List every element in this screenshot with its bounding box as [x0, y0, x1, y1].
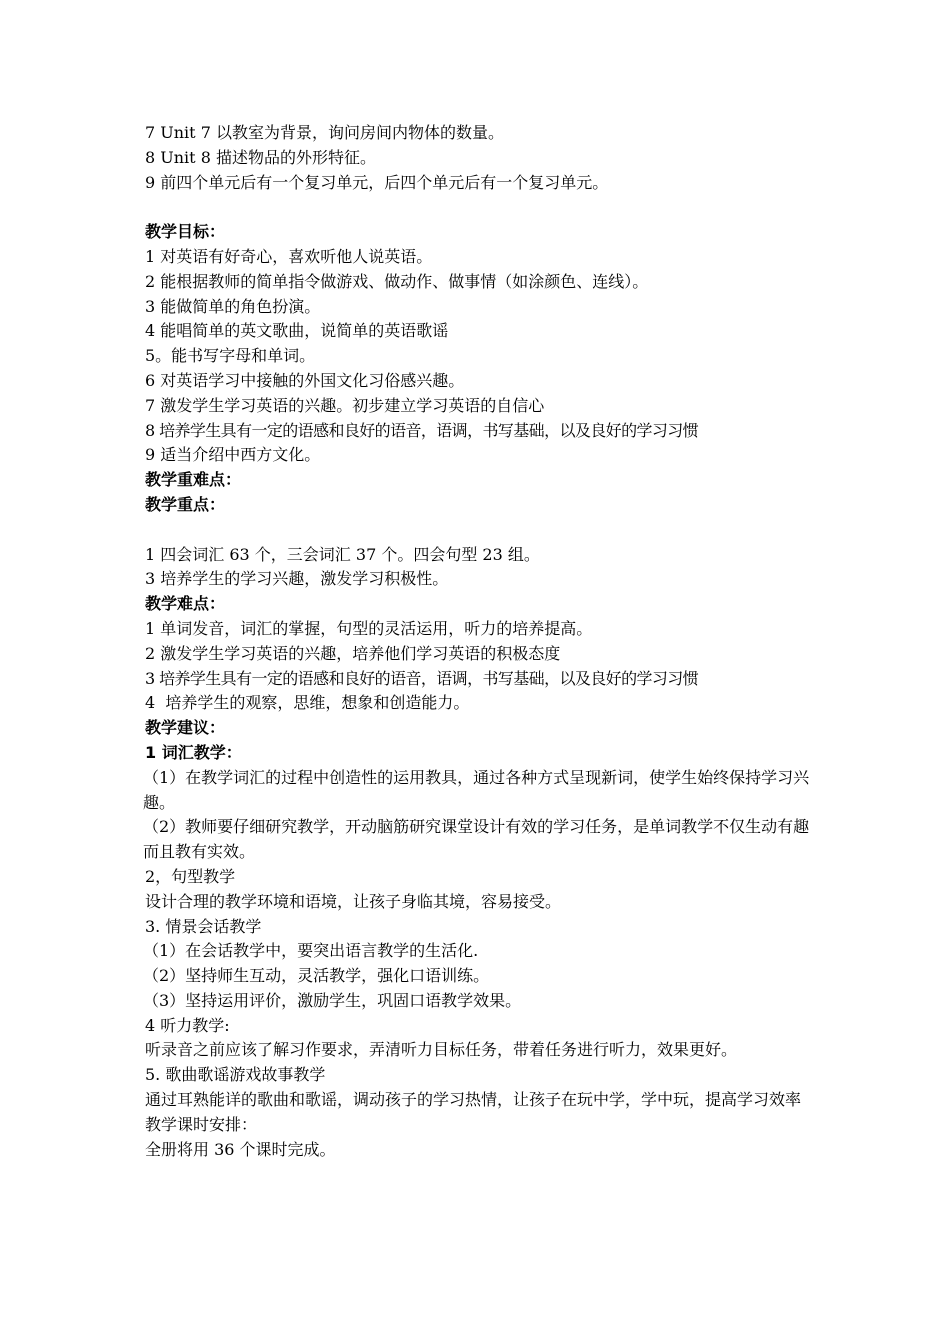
goal-item: 5。能书写字母和单词。 — [145, 346, 316, 366]
key-point-item: 1 四会词汇 63 个，三会词汇 37 个。四会句型 23 组。 — [145, 544, 540, 564]
goal-item: 2 能根据教师的简单指令做游戏、做动作、做事情（如涂颜色、连线）。 — [145, 271, 649, 291]
intro-line-9: 9 前四个单元后有一个复习单元，后四个单元后有一个复习单元。 — [145, 172, 609, 192]
dialogue-item: （3）坚持运用评价，激励学生，巩固口语教学效果。 — [143, 990, 522, 1010]
key-point-item: 3 培养学生的学习兴趣，激发学习积极性。 — [145, 569, 449, 589]
suggestions-heading: 教学建议： — [145, 718, 226, 738]
key-points-heading: 教学重点： — [145, 494, 226, 514]
goal-item: 6 对英语学习中接触的外国文化习俗感兴趣。 — [145, 370, 465, 390]
dialogue-item: （2）坚持师生互动，灵活教学，强化口语训练。 — [143, 966, 490, 986]
blank-line — [145, 518, 815, 543]
goal-item: 8 培养学生具有一定的语感和良好的语音，语调，书写基础，以及良好的学习习惯 — [145, 420, 699, 440]
blank-line — [145, 195, 815, 220]
goal-item: 4 能唱简单的英文歌曲，说简单的英语歌谣 — [145, 321, 449, 341]
difficult-point-item: 1 单词发音，词汇的掌握，句型的灵活运用，听力的培养提高。 — [145, 618, 593, 638]
document-page — [145, 121, 815, 1162]
goal-item: 3 能做简单的角色扮演。 — [145, 296, 321, 316]
dialogue-item: （1）在会话教学中，要突出语言教学的生活化. — [143, 941, 479, 961]
sentence-text: 设计合理的教学环境和语境，让孩子身临其境，容易接受。 — [145, 891, 562, 911]
difficult-point-item: 3 培养学生具有一定的语感和良好的语音，语调，书写基础，以及良好的学习习惯 — [145, 668, 699, 688]
goal-item: 1 对英语有好奇心，喜欢听他人说英语。 — [145, 246, 433, 266]
listening-text: 听录音之前应该了解习作要求，弄清听力目标任务，带着任务进行听力，效果更好。 — [145, 1040, 738, 1060]
vocab-item: （1）在教学词汇的过程中创造性的运用教具，通过各种方式呈现新词，使学生始终保持学习兴趣。 — [143, 767, 810, 812]
songs-text: 通过耳熟能详的歌曲和歌谣，调动孩子的学习热情，让孩子在玩中学，学中玩，提高学习效率 — [145, 1090, 802, 1110]
schedule-text: 全册将用 36 个课时完成。 — [145, 1139, 336, 1159]
sentence-heading: 2，句型教学 — [145, 866, 236, 886]
key-difficult-heading: 教学重难点： — [145, 470, 242, 490]
difficult-point-item: 4 培养学生的观察，思维，想象和创造能力。 — [145, 693, 470, 713]
intro-line-7: 7 Unit 7 以教室为背景，询问房间内物体的数量。 — [145, 123, 504, 142]
difficult-point-item: 2 激发学生学习英语的兴趣，培养他们学习英语的积极态度 — [145, 643, 561, 663]
difficult-points-heading: 教学难点： — [145, 594, 226, 614]
intro-line-8: 8 Unit 8 描述物品的外形特征。 — [145, 147, 376, 167]
goal-item: 9 适当介绍中西方文化。 — [145, 445, 321, 465]
vocab-item: （2）教师要仔细研究教学，开动脑筋研究课堂设计有效的学习任务，是单词教学不仅生动有趣而且教有实效。 — [143, 817, 810, 862]
goals-heading: 教学目标： — [145, 222, 226, 242]
listening-heading: 4 听力教学: — [145, 1015, 230, 1035]
schedule-heading: 教学课时安排： — [145, 1114, 258, 1134]
goal-item: 7 激发学生学习英语的兴趣。初步建立学习英语的自信心 — [145, 395, 545, 415]
songs-heading: 5. 歌曲歌谣游戏故事教学 — [145, 1065, 326, 1085]
vocab-heading: 1 词汇教学： — [145, 742, 242, 762]
dialogue-heading: 3. 情景会话教学 — [145, 916, 262, 936]
